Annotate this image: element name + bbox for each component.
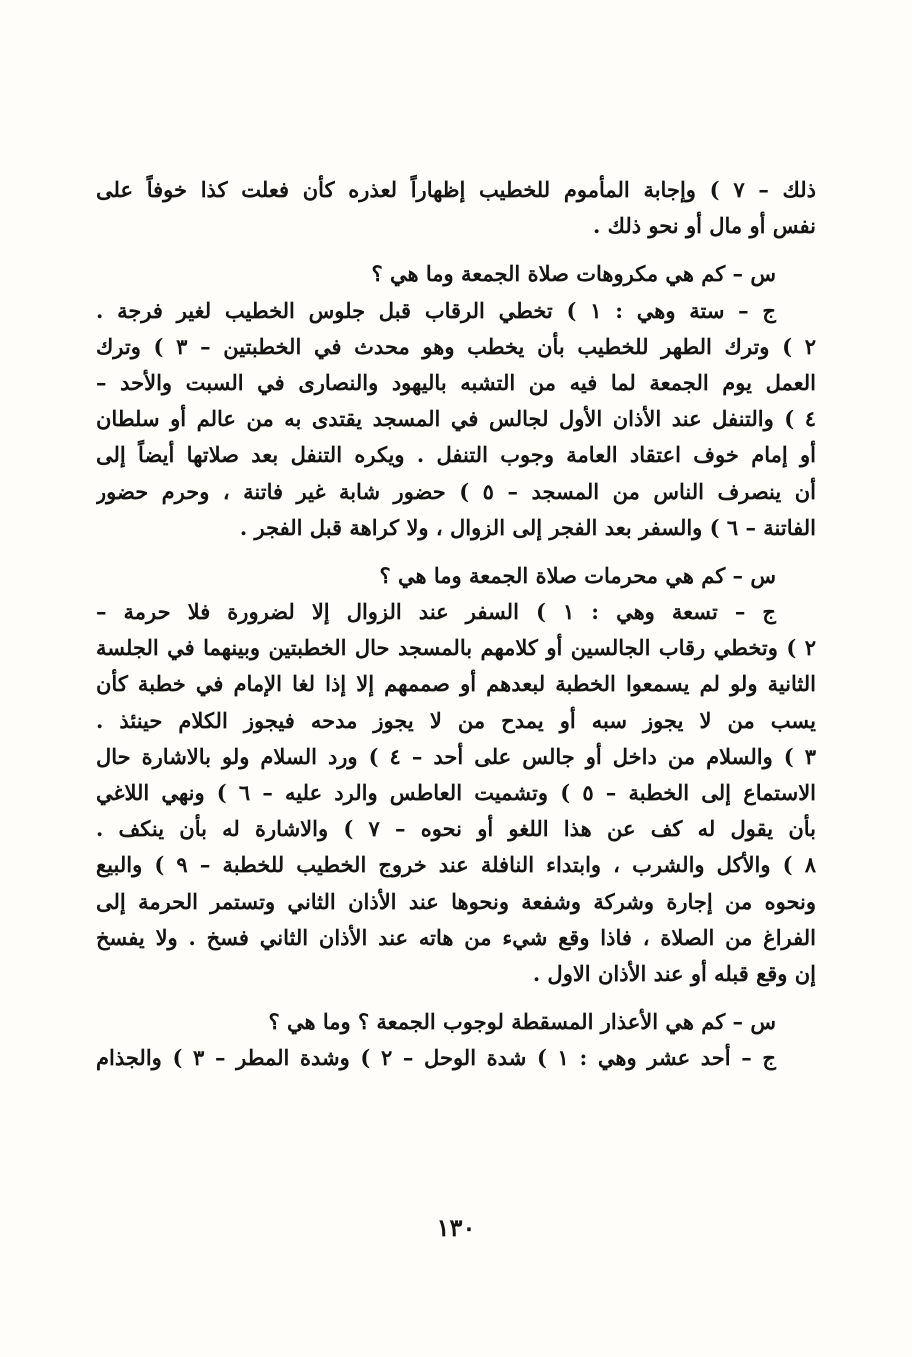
text-line: ٢ ) وتخطي رقاب الجالسين أو كلامهم بالمسجد حال الخطبتين وبينهما في الجلسة <box>96 635 816 661</box>
answer-line: ج – أحد عشر وهي : ١ ) شدة الوحل – ٢ ) وشدة المطر – ٣ ) والجذام <box>96 1045 776 1071</box>
text-line: ٣ ) والسلام من داخل أو جالس على أحد – ٤ ) ورد السلام ولو بالاشارة حال <box>96 743 816 769</box>
paragraph-gap <box>96 244 816 256</box>
page-number: ١٣٠ <box>436 1213 476 1242</box>
text-line: بأن يقول له كف عن هذا اللغو أو نحوه – ٧ ) والاشارة له بأن ينكف . <box>96 816 816 842</box>
question-line: س – كم هي محرمات صلاة الجمعة وما هي ؟ <box>379 562 776 588</box>
text-line: أن ينصرف الناس من المسجد – ٥ ) حضور شابة غير فاتنة ، وحرم حضور <box>96 478 816 504</box>
text-line: الفراغ من الصلاة ، فاذا وقع شيء من هاته عند الأذان الثاني فسخ . ولا يفسخ <box>96 924 816 950</box>
text-line: ونحوه من إجارة وشركة وشفعة ونحوها عند الأذان الثاني وتستمر الحرمة إلى <box>96 888 816 914</box>
text-line: ٨ ) والأكل والشرب ، وابتداء النافلة عند خروج الخطيب للخطبة – ٩ ) والبيع <box>96 852 816 878</box>
text-line: ذلك – ٧ ) وإجابة المأموم للخطيب إظهاراً لعذره كأن فعلت كذا خوفاً على <box>96 177 816 202</box>
text-line: الفاتنة – ٦ ) والسفر بعد الفجر إلى الزوال ، ولا كراهة قبل الفجر . <box>239 514 816 540</box>
paragraph-gap <box>96 546 816 558</box>
paragraph-gap <box>96 992 816 1004</box>
text-line: يسب من لا يجوز سبه أو يمدح من لا يجوز مدحه فيجوز الكلام حينئذ . <box>96 707 816 733</box>
text-line: ٢ ) وترك الطهر للخطيب بأن يخطب وهو محدث في الخطبتين – ٣ ) وترك <box>96 333 816 359</box>
question-line: س – كم هي مكروهات صلاة الجمعة وما هي ؟ <box>371 261 776 287</box>
question-line: س – كم هي الأعذار المسقطة لوجوب الجمعة ؟ وما هي ؟ <box>268 1009 776 1035</box>
text-line: نفس أو مال أو نحو ذلك . <box>593 213 816 239</box>
text-line: أو إمام خوف اعتقاد العامة وجوب التنفل . ويكره التنفل بعد صلاتها أيضاً إلى <box>96 442 816 468</box>
answer-line: ج – تسعة وهي : ١ ) السفر عند الزوال إلا لضرورة فلا حرمة – <box>96 599 776 625</box>
text-line: الثانية ولو لم يسمعوا الخطبة لبعدهم أو صممهم إلا إذا لغا الإمام في خطبة كأن <box>96 671 816 697</box>
text-line: إن وقع قبله أو عند الأذان الاول . <box>532 960 816 986</box>
text-line: العمل يوم الجمعة لما فيه من التشبه باليهود والنصارى في السبت والأحد – <box>96 369 816 395</box>
page-body-text <box>96 172 816 1077</box>
text-line: ٤ ) والتنفل عند الأذان الأول لجالس في المسجد يقتدى به من عالم أو سلطان <box>96 406 816 432</box>
text-line: الاستماع إلى الخطبة – ٥ ) وتشميت العاطس والرد عليه – ٦ ) ونهي اللاغي <box>96 780 816 805</box>
answer-line: ج – ستة وهي : ١ ) تخطي الرقاب قبل جلوس الخطيب لغير فرجة . <box>96 297 776 323</box>
